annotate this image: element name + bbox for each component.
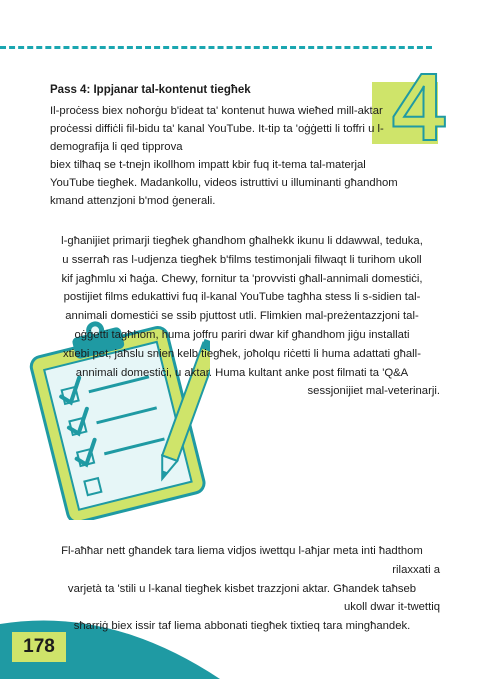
intro-line: kmand attenzjoni b'mod ġenerali.: [50, 195, 216, 207]
paragraph-line: kif jagħmlu xi ħaġa. Chewy, fornitur ta 'provvisti għall-annimali domestiċi,: [61, 272, 423, 285]
intro-line: demografija li qed tipprova: [50, 141, 183, 153]
paragraph-line: sħarriġ biex issir taf liema abbonati tiegħek tixtieq tara mingħandek.: [73, 620, 411, 633]
intro-line: proċessi diffiċli fil-bidu ta' kanal YouTube. It-tip ta 'oġġetti li toffri u l-: [50, 123, 384, 135]
paragraph-line: rilaxxati a: [392, 563, 440, 576]
paragraph-line: l-għanijiet primarji tiegħek għandhom għalhekk ikunu li ddawwal, teduka,: [61, 235, 423, 247]
step-number: 4: [392, 54, 446, 161]
paragraph-two: [44, 232, 440, 401]
page-number: 178: [12, 632, 66, 662]
paragraph-line: annimali domestiċi se ssib pjuttost utli. Flimkien mal-preżentazzjoni tal-: [65, 310, 419, 323]
paragraph-line: postijiet films edukattivi fuq il-kanal YouTube tagħha stess li s-sidien tal-: [63, 291, 421, 304]
intro-line: biex tilħaq se t-tnejn ikollhom impatt kbir fuq it-tema tal-materjal: [50, 159, 366, 171]
intro-line: Il-proċess biex noħorġu b'ideat ta' kontenut huwa wieħed mill-aktar: [50, 105, 383, 117]
top-dashed-divider: [0, 46, 432, 49]
section-heading: Pass 4: Ippjanar tal-kontenut tiegħek: [50, 84, 251, 96]
paragraph-line: Fl-aħħar nett għandek tara liema vidjos iwettqu l-aħjar meta inti ħadthom: [61, 545, 423, 557]
paragraph-line: varjetà ta 'stili u l-kanal tiegħek kisbet trazzjoni aktar. Għandek taħseb: [67, 582, 417, 595]
paragraph-line: oġġetti tagħhom, huma joffru pariri dwar kif għandhom jiġu installati: [74, 328, 410, 341]
paragraph-line: u sserraħ ras l-udjenza tiegħek b'films testimonjali filwaqt li turihom ukoll: [62, 253, 422, 266]
paragraph-line: xtiebi pet, jaħslu snien kelb tiegħek, joħolqu riċetti li huma adattati għall-: [63, 347, 421, 360]
paragraph-line: sessjonijiet mal-veterinarji.: [307, 385, 440, 398]
paragraph-line: ukoll dwar it-twettiq: [343, 601, 440, 614]
paragraph-line: annimali domestiċi, u aktar. Huma kultant anke post filmati ta 'Q&A: [75, 366, 409, 379]
section-intro: [50, 82, 438, 210]
paragraph-three: [44, 542, 440, 636]
intro-line: YouTube tiegħek. Madankollu, videos istruttivi u illuminanti għandhom: [50, 177, 398, 189]
